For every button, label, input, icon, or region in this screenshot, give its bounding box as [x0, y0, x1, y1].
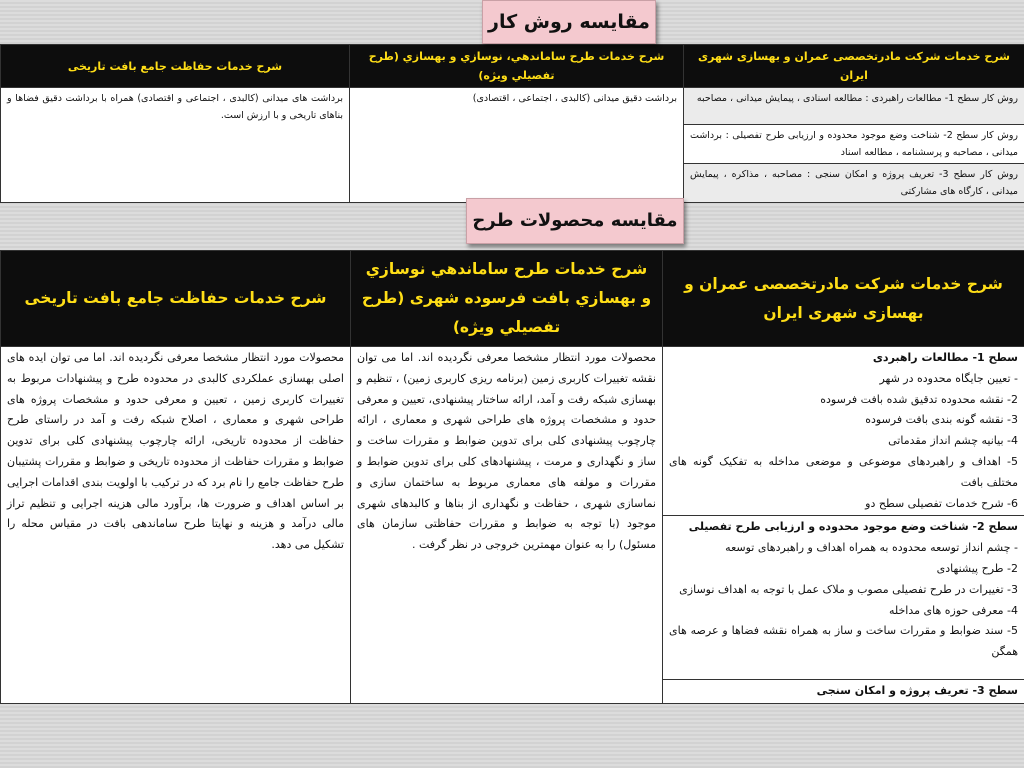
section-title-products: مقایسه محصولات طرح — [466, 198, 684, 244]
method-level-1: روش کار سطح 1- مطالعات راهبردی : مطالعه اسنادی ، پیمایش میدانی ، مصاحبه — [684, 88, 1024, 125]
list-item: 3- نقشه گونه بندی بافت فرسوده — [865, 413, 1018, 427]
products-comparison-table — [0, 250, 1024, 704]
section-title-methods: مقایسه روش کار — [482, 0, 656, 44]
list-item: 4- معرفی حوزه های مداخله — [888, 603, 1018, 617]
header-historic-conservation: شرح خدمات حفاظت جامع بافت تاریخی — [1, 45, 350, 88]
list-item: 6- شرح خدمات تفصیلی سطح دو — [865, 496, 1018, 510]
header-historic-conservation: شرح خدمات حفاظت جامع بافت تاریخی — [1, 251, 351, 347]
level-3-title: سطح 3- تعریف پروژه و امکان سنجی — [816, 684, 1018, 698]
table-row — [1, 347, 1024, 516]
list-item: 5- سند ضوابط و مقررات ساخت و ساز به همراه نقشه فضاها و عرصه های همگن — [669, 624, 1018, 659]
header-detailed-plan: شرح خدمات طرح ساماندهي نوسازي و بهسازي بافت فرسوده شهری (طرح تفصيلي ويژه) — [351, 251, 663, 347]
table-row — [1, 88, 1024, 125]
products-level-3 — [663, 680, 1024, 704]
list-item: 2- نقشه محدوده تدقیق شده بافت فرسوده — [820, 392, 1018, 406]
header-iran-urban-development: شرح خدمات شرکت مادرتخصصی عمران و بهسازی شهری ایران — [663, 251, 1024, 347]
products-level-2 — [663, 516, 1024, 680]
list-item: 5- اهداف و راهبردهای موضوعی و موضعی مداخله به تفکیک گونه های مختلف بافت — [669, 454, 1018, 489]
method-level-3: روش کار سطح 3- تعریف پروژه و امکان سنجی : مصاحبه ، مذاکره ، پیمایش میدانی ، کارگاه های مشارکتی — [684, 164, 1024, 203]
products-historic-text: محصولات مورد انتظار مشخصا معرفی نگردیده اند. اما می توان ایده های اصلی بهسازی عملکردی کالبدی در محدوده طرح و پیشنهادات مربوط به تغییرات کاربری زمین ، تعیین و معرفی حدود و مشخصات پروژه های طراحی شهری و معماری ، اصلاح شبکه رفت و آمد در راستای طرح حفاظت از محدوده تاریخی، ارائه چارچوب پیشنهادی کلی برای تدوین ضوابط و مقررات حفاظت از محدوده تاریخی و ضوابط و مقررات پشتیبان طرح حفاظت جامع را نام برد که در ترکیب با اولویت بندی اقدامات اجرایی بر اساس اهداف و ضرورت ها، برآورد مالی هزینه اجرایی و تنظیم تراز مالی درآمد و هزینه و نهایتا طرح ساماندهی بافت در مقیاس محله را تشکیل می دهد. — [1, 347, 351, 704]
level-1-title: سطح 1- مطالعات راهبردی — [872, 351, 1018, 364]
methods-comparison-table — [0, 44, 1024, 203]
table-header-row — [1, 251, 1024, 347]
level-2-title: سطح 2- شناخت وضع موجود محدوده و ارزیابی طرح تفصیلی — [688, 520, 1018, 534]
method-detailed-plan-text: برداشت دقیق میدانی (کالبدی ، اجتماعی ، اقتصادی) — [350, 88, 684, 203]
list-item: - تعیین جایگاه محدوده در شهر — [879, 371, 1018, 385]
products-detailed-plan-text: محصولات مورد انتظار مشخصا معرفی نگردیده اند. اما می توان نقشه تغییرات کاربری زمین (برنامه ریزی کاربری زمین) ، تنظیم و بهسازی شبکه رفت و آمد، ارائه ساختار پیشنهادی، تعیین و معرفی حدود و مشخصات پروژه های طراحی شهری و معماری ، ارائه چارچوب پیشنهادی کلی برای تدوین ضوابط و مقررات ساخت و ساز و نگهداری و مرمت ، پیشنهادهای کلی برای تدوین ضوابط و مقررات و مولفه های معماری مربوط به ساختمان سازی و نماسازی شهری ، حفاظت و نگهداری از بناها و کالبدهای شهری موجود (با توجه به ضوابط و مقررات حفاظتی سازمان های مسئول) را به عنوان مهمترین خروجی در نظر گرفت . — [351, 347, 663, 704]
method-historic-text: برداشت های میدانی (کالبدی ، اجتماعی و اقتصادی) همراه با برداشت دقیق فضاها و بناهای تاریخی و با ارزش است. — [1, 88, 350, 203]
list-item: 4- بیانیه چشم انداز مقدماتی — [888, 434, 1018, 448]
header-detailed-plan: شرح خدمات طرح ساماندهي، نوسازي و بهسازي (طرح تفصيلي ويژه) — [350, 45, 684, 88]
products-level-1 — [663, 347, 1024, 516]
list-item: - چشم انداز توسعه محدوده به همراه اهداف و راهبردهای توسعه — [725, 541, 1018, 555]
list-item: 3- تغییرات در طرح تفصیلی مصوب و ملاک عمل با توجه به اهداف نوسازی — [679, 582, 1018, 596]
method-level-2: روش کار سطح 2- شناخت وضع موجود محدوده و ارزیابی طرح تفصیلی : برداشت میدانی ، مصاحبه و پرسشنامه ، مطالعه اسناد — [684, 125, 1024, 164]
list-item: 2- طرح پیشنهادی — [936, 561, 1018, 575]
table-header-row — [1, 45, 1024, 88]
header-iran-urban-development: شرح خدمات شرکت مادرتخصصی عمران و بهسازی شهری ایران — [684, 45, 1024, 88]
